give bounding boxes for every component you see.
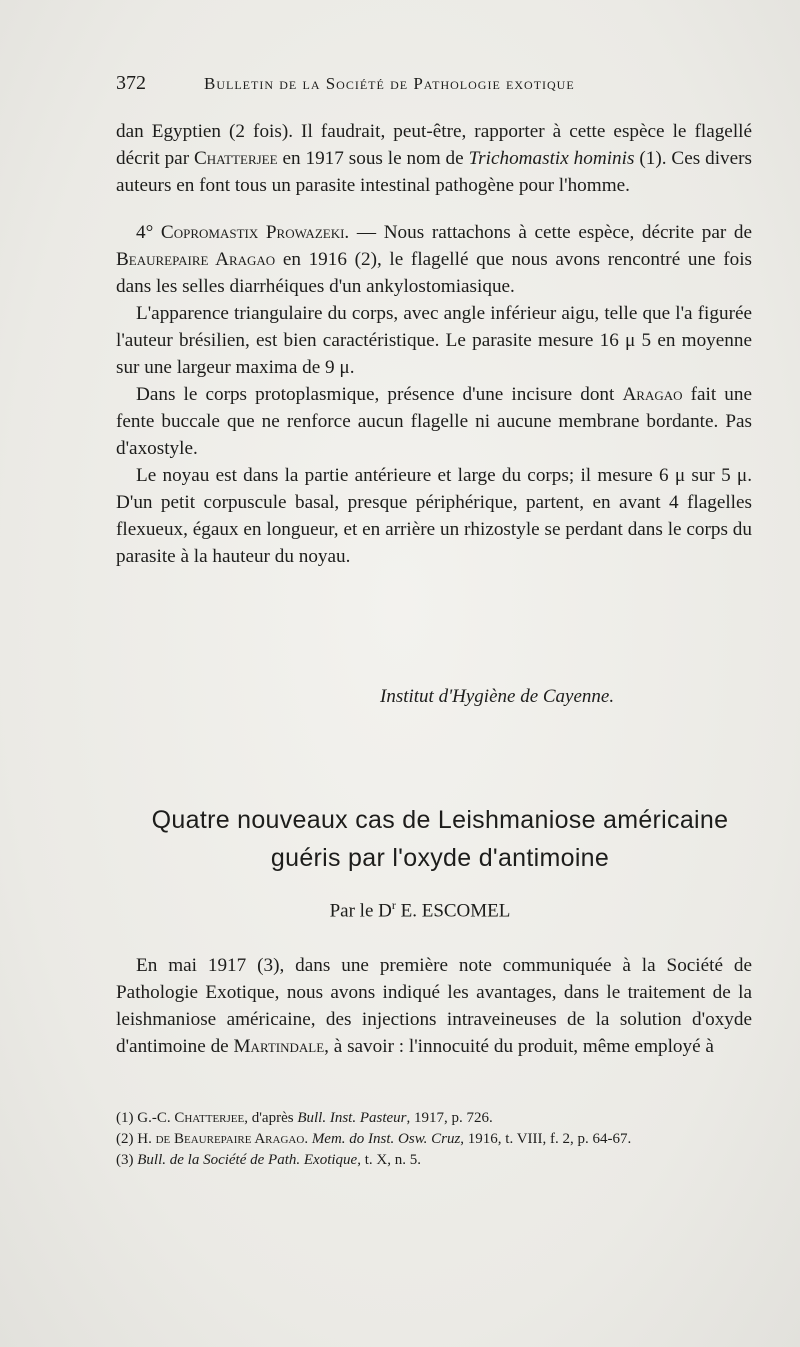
- small-caps-run: Chatterjee: [174, 1110, 245, 1126]
- page-number: 372: [116, 72, 146, 94]
- small-caps-run: Copromastix Prowazeki: [160, 222, 345, 243]
- paragraph: [116, 300, 752, 381]
- section-body: [116, 118, 752, 570]
- text-run: Le noyau est dans la partie antérieure et large du corps; il mesure 6 μ sur 5 μ. D'un petit corpuscule basal, presque périphérique, partent, en avant 4 flagelles flexueux, égaux en longueur, et en arrière un rhizostyle se perdant dans le corps du parasite à la hauteur du noyau.: [116, 465, 752, 567]
- footnotes: [116, 1108, 756, 1171]
- text-run: , 1916, t. VIII, f. 2, p. 64-67.: [460, 1131, 632, 1147]
- text-run: en 1917 sous le nom de: [277, 148, 469, 169]
- text-run: dan Egyptien (2 fois). Il faudrait, peut-être, rapporter à cette espèce le flagellé décrit par: [116, 121, 752, 169]
- text-run: .: [304, 1131, 312, 1147]
- article-body: [116, 952, 752, 1060]
- byline-prefix: Par le D: [329, 900, 392, 922]
- footnote: [116, 1150, 756, 1171]
- article-title-line-2: guéris par l'oxyde d'antimoine: [270, 844, 610, 872]
- text-run: , d'après: [244, 1110, 298, 1126]
- text-run: (3): [116, 1152, 138, 1168]
- running-title: Bulletin de la Société de Pathologie exotique: [204, 74, 575, 93]
- article-title-line-1: Quatre nouveaux cas de Leishmaniose américaine: [151, 806, 729, 834]
- small-caps-run: de Beaurepaire Aragao: [155, 1131, 305, 1147]
- small-caps-run: Beaurepaire Aragao: [116, 249, 276, 270]
- affiliation: Institut d'Hygiène de Cayenne.: [380, 686, 615, 707]
- text-run: , à savoir : l'innocuité du produit, même employé à: [324, 1036, 714, 1057]
- footnote: [116, 1129, 756, 1150]
- text-run: . — Nous rattachons à cette espèce, décrite par de: [344, 222, 752, 243]
- text-run: (2) H.: [116, 1131, 156, 1147]
- paragraph: [116, 381, 752, 462]
- small-caps-run: Aragao: [622, 384, 683, 405]
- paragraph: [116, 118, 752, 199]
- footnote: [116, 1108, 756, 1129]
- small-caps-run: Chatterjee: [193, 148, 278, 169]
- page-header: [116, 72, 676, 104]
- text-run: (1). Ces divers auteurs en font tous un parasite intestinal pathogène pour l'homme.: [116, 148, 752, 196]
- text-run: 4°: [136, 222, 161, 243]
- byline: [100, 898, 740, 922]
- italic-run: Trichomastix hominis: [468, 148, 635, 169]
- text-run: (1) G.-C.: [116, 1110, 175, 1126]
- text-run: Dans le corps protoplasmique, présence d'une incisure dont: [136, 384, 623, 405]
- text-run: en 1916 (2), le flagellé que nous avons rencontré une fois dans les selles diarrhéiques d'un ankylostomiasique.: [116, 249, 753, 297]
- author-name: E. ESCOMEL: [400, 900, 511, 922]
- small-caps-run: Martindale: [233, 1036, 325, 1057]
- text-run: En mai 1917 (3), dans une première note communiquée à la Société de Pathologie Exotique, nous avons indiqué les avantages, dans le traitement de la leishmaniose américaine, des injections intraveineuses de la solution d'oxyde d'antimoine de: [116, 955, 752, 1057]
- italic-run: Bull. Inst. Pasteur: [297, 1110, 407, 1126]
- text-run: , 1917, p. 726.: [406, 1110, 493, 1126]
- text-run: L'apparence triangulaire du corps, avec angle inférieur aigu, telle que l'a figurée l'auteur brésilien, est bien caractéristique. Le parasite mesure 16 μ 5 en moyenne sur une largeur maxima de 9 μ.: [116, 303, 752, 378]
- text-run: , t. X, n. 5.: [357, 1152, 421, 1168]
- paragraph: [116, 952, 752, 1060]
- text-run: fait une fente buccale que ne renforce aucun flagelle ni aucune membrane bordante. Pas d'axostyle.: [116, 384, 752, 459]
- italic-run: Bull. de la Société de Path. Exotique: [137, 1152, 358, 1168]
- byline-sup: r: [391, 898, 396, 912]
- italic-run: Mem. do Inst. Osw. Cruz: [311, 1131, 461, 1147]
- paragraph: [116, 219, 752, 300]
- paragraph: [116, 462, 752, 570]
